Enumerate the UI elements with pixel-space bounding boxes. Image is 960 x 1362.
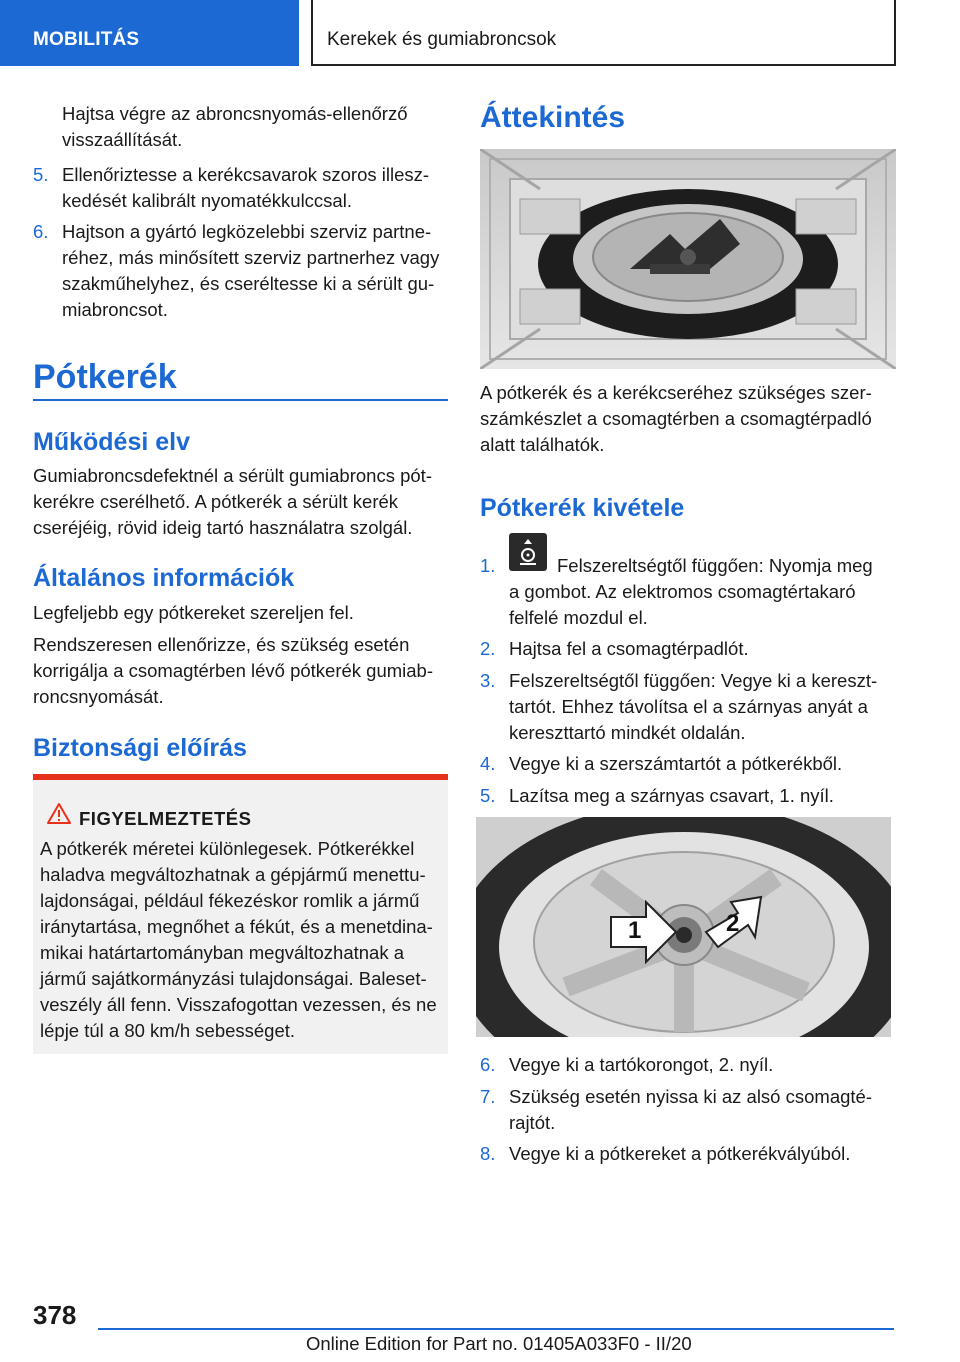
- continued-step-line-2: visszaállítását.: [62, 129, 183, 150]
- step-line: Hajtson a gyártó legközelebbi szerviz partne-: [62, 221, 432, 242]
- step-number: 6.: [480, 1054, 496, 1075]
- spare-wheel-closeup-photo: [476, 817, 891, 1037]
- step-number: 3.: [480, 670, 496, 691]
- step-line: a gombot. Az elektromos csomagtértakaró: [509, 581, 856, 602]
- caption-line: A pótkerék és a kerékcseréhez szükséges szer-: [480, 382, 872, 403]
- step-line: Lazítsa meg a szárnyas csavart, 1. nyíl.: [509, 785, 834, 806]
- paragraph-line: Gumiabroncsdefektnél a sérült gumiabroncs pót-: [33, 465, 432, 486]
- page-header: [0, 0, 960, 66]
- caption-line: számkészlet a csomagtérben a csomagtérpadló: [480, 408, 872, 429]
- warning-line: mikai határtartományban megváltozhatnak a: [40, 942, 405, 963]
- section-title: MOBILITÁS: [33, 29, 140, 50]
- subheading-safety: Biztonsági előírás: [33, 734, 247, 762]
- step-line: Ellenőriztesse a kerékcsavarok szoros illesz-: [62, 164, 430, 185]
- step-line: miabroncsot.: [62, 299, 168, 320]
- warning-line: haladva megváltozhatnak a gépjármű menettu-: [40, 864, 426, 885]
- trunk-cover-button-icon: [509, 533, 547, 571]
- step-number: 7.: [480, 1086, 496, 1107]
- paragraph-line: cseréjéig, rövid ideig tartó használatra szolgál.: [33, 517, 413, 538]
- caption-line: alatt találhatók.: [480, 434, 605, 455]
- warning-line: A pótkerék méretei különlegesek. Pótkerékkel: [40, 838, 415, 859]
- warning-title: FIGYELMEZTETÉS: [79, 808, 252, 829]
- step-line: Szükség esetén nyissa ki az alsó csomagté-: [509, 1086, 872, 1107]
- section-tab: [0, 0, 299, 66]
- step-line: tartót. Ehhez távolítsa el a szárnyas anyát a: [509, 696, 868, 717]
- arrow-label-2: 2: [726, 910, 740, 937]
- step-line: kereszttartó mindkét oldalán.: [509, 722, 746, 743]
- step-number: 5.: [33, 164, 49, 185]
- step-line: Felszereltségtől függően: Nyomja meg: [557, 555, 873, 576]
- footer-rule: [98, 1328, 894, 1330]
- step-line: rajtót.: [509, 1112, 556, 1133]
- arrow-label-1: 1: [628, 917, 642, 944]
- section-heading: Pótkerék: [33, 358, 177, 396]
- subheading-principle: Működési elv: [33, 428, 190, 456]
- chapter-title: Kerekek és gumiabroncsok: [327, 29, 557, 50]
- step-line: felfelé mozdul el.: [509, 607, 648, 628]
- step-number: 6.: [33, 221, 49, 242]
- step-number: 5.: [480, 785, 496, 806]
- paragraph-line: korrigálja a csomagtérben lévő pótkerék gumiab-: [33, 660, 434, 681]
- warning-line: jármű sajátkormányzási tulajdonságai. Baleset-: [40, 968, 427, 989]
- step-line: Hajtsa fel a csomagtérpadlót.: [509, 638, 749, 659]
- step-number: 1.: [480, 555, 496, 576]
- paragraph-line: Rendszeresen ellenőrizze, és szükség esetén: [33, 634, 410, 655]
- wheel-illustration: [476, 817, 891, 1037]
- heading-rule: [33, 399, 448, 401]
- warning-line: lépje túl a 80 km/h sebességet.: [40, 1020, 296, 1041]
- step-number: 4.: [480, 753, 496, 774]
- warning-line: iránytartása, megnőhet a fékút, és a menetdina-: [40, 916, 433, 937]
- step-line: Vegye ki a szerszámtartót a pótkerékből.: [509, 753, 843, 774]
- subheading-overview: Áttekintés: [480, 101, 626, 134]
- step-line: Felszereltségtől függően: Vegye ki a kereszt-: [509, 670, 878, 691]
- step-line: Vegye ki a tartókorongot, 2. nyíl.: [509, 1054, 774, 1075]
- subheading-remove: Pótkerék kivétele: [480, 494, 685, 522]
- step-line: kedését kalibrált nyomatékkulccsal.: [62, 190, 352, 211]
- warning-box: [33, 774, 448, 1054]
- page-number: 378: [33, 1300, 77, 1330]
- paragraph-line: Legfeljebb egy pótkereket szereljen fel.: [33, 602, 354, 623]
- subheading-general: Általános információk: [33, 564, 295, 592]
- continued-step-line-1: Hajtsa végre az abroncsnyomás-ellenőrző: [62, 103, 408, 124]
- trunk-spare-wheel-photo: [480, 149, 896, 369]
- trunk-illustration: [480, 149, 896, 369]
- step-line: Vegye ki a pótkereket a pótkerékvályúból.: [509, 1143, 851, 1164]
- step-line: réhez, más minősített szerviz partnerhez vagy: [62, 247, 440, 268]
- warning-line: veszély áll fenn. Visszafogottan vezessen, és ne: [40, 994, 437, 1015]
- paragraph-line: roncsnyomását.: [33, 686, 164, 707]
- edition-text: Online Edition for Part no. 01405A033F0 - II/20: [306, 1333, 692, 1354]
- paragraph-line: kerékre cserélhető. A pótkerék a sérült kerék: [33, 491, 399, 512]
- warning-line: lajdonságai, például fékezéskor romlik a jármű: [40, 890, 420, 911]
- step-number: 2.: [480, 638, 496, 659]
- step-number: 8.: [480, 1143, 496, 1164]
- warning-triangle-icon: [47, 802, 71, 826]
- step-line: szakműhelyhez, és cseréltesse ki a sérült gu-: [62, 273, 435, 294]
- chapter-tab: [311, 0, 896, 66]
